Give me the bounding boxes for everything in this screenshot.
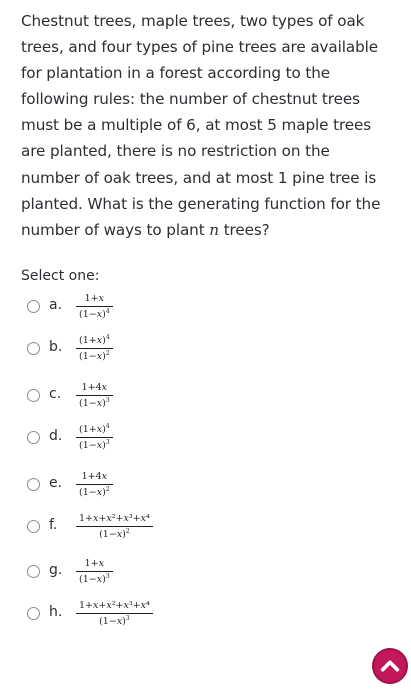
chevron-up-icon — [379, 655, 401, 677]
option-e-fraction — [76, 472, 113, 497]
radio-c[interactable] — [27, 389, 40, 402]
denominator: (1−x) — [79, 350, 106, 362]
option-letter: e. — [49, 475, 63, 491]
radio-a[interactable] — [27, 300, 40, 313]
option-h-fraction — [76, 601, 153, 626]
numerator: 1+x+x²+x³+x⁴ — [79, 600, 150, 611]
option-e[interactable] — [24, 472, 324, 512]
den-exponent: 2 — [125, 527, 130, 535]
den-exponent: 3 — [105, 396, 110, 404]
option-letter: d. — [49, 428, 63, 444]
option-b-fraction — [76, 336, 113, 361]
radio-e[interactable] — [27, 478, 40, 491]
option-d-fraction — [76, 425, 113, 450]
question-variable: n — [209, 220, 219, 239]
option-letter: f. — [49, 517, 58, 533]
numerator: (1+x) — [79, 335, 106, 346]
question-text-before: Chestnut trees, maple trees, two types of oak trees, and four types of pine trees are available for plantation in a forest according to the following rules: the number of chestnut trees must be a multiple of 6, at most 5 maple trees are planted, there is no restriction on the number of oak trees, and at most 1 pine tree is planted. What is the generating function for the number of ways to plant — [21, 12, 381, 239]
numerator: 1+x+x²+x³+x⁴ — [79, 513, 150, 524]
den-exponent: 3 — [105, 572, 110, 580]
option-letter: b. — [49, 339, 63, 355]
num-exponent: 4 — [105, 334, 110, 341]
num-exponent: 4 — [105, 423, 110, 430]
option-a-fraction — [76, 294, 113, 319]
option-a[interactable] — [24, 294, 324, 334]
den-exponent: 3 — [125, 614, 130, 622]
radio-f[interactable] — [27, 520, 40, 533]
denominator: (1−x) — [79, 573, 106, 585]
scroll-to-top-button[interactable] — [372, 648, 408, 684]
option-h[interactable] — [24, 601, 324, 641]
option-f-fraction — [76, 514, 153, 539]
select-one-label: Select one: — [21, 268, 100, 284]
denominator: (1−x) — [79, 397, 106, 409]
denominator: (1−x) — [79, 308, 106, 320]
option-letter: a. — [49, 297, 63, 313]
den-exponent: 2 — [105, 485, 110, 493]
denominator: (1−x) — [99, 528, 126, 540]
radio-h[interactable] — [27, 607, 40, 620]
option-letter: c. — [49, 386, 62, 402]
question-text — [21, 8, 393, 243]
radio-g[interactable] — [27, 565, 40, 578]
numerator: 1+x — [84, 558, 104, 569]
denominator: (1−x) — [79, 486, 106, 498]
denominator: (1−x) — [99, 615, 126, 627]
question-text-after: trees? — [218, 220, 270, 239]
option-d[interactable] — [24, 425, 324, 465]
option-b[interactable] — [24, 336, 324, 376]
numerator: (1+x) — [79, 424, 106, 435]
numerator: 1+4x — [81, 382, 108, 393]
radio-b[interactable] — [27, 342, 40, 355]
option-f[interactable] — [24, 514, 324, 554]
den-exponent: 4 — [105, 307, 110, 315]
den-exponent: 2 — [105, 349, 110, 357]
numerator: 1+4x — [81, 471, 108, 482]
den-exponent: 3 — [105, 438, 110, 446]
numerator: 1+x — [84, 293, 104, 304]
option-c-fraction — [76, 383, 113, 408]
option-g[interactable] — [24, 559, 324, 599]
option-letter: g. — [49, 562, 63, 578]
denominator: (1−x) — [79, 439, 106, 451]
option-g-fraction — [76, 559, 113, 584]
option-letter: h. — [49, 604, 63, 620]
radio-d[interactable] — [27, 431, 40, 444]
option-c[interactable] — [24, 383, 324, 423]
